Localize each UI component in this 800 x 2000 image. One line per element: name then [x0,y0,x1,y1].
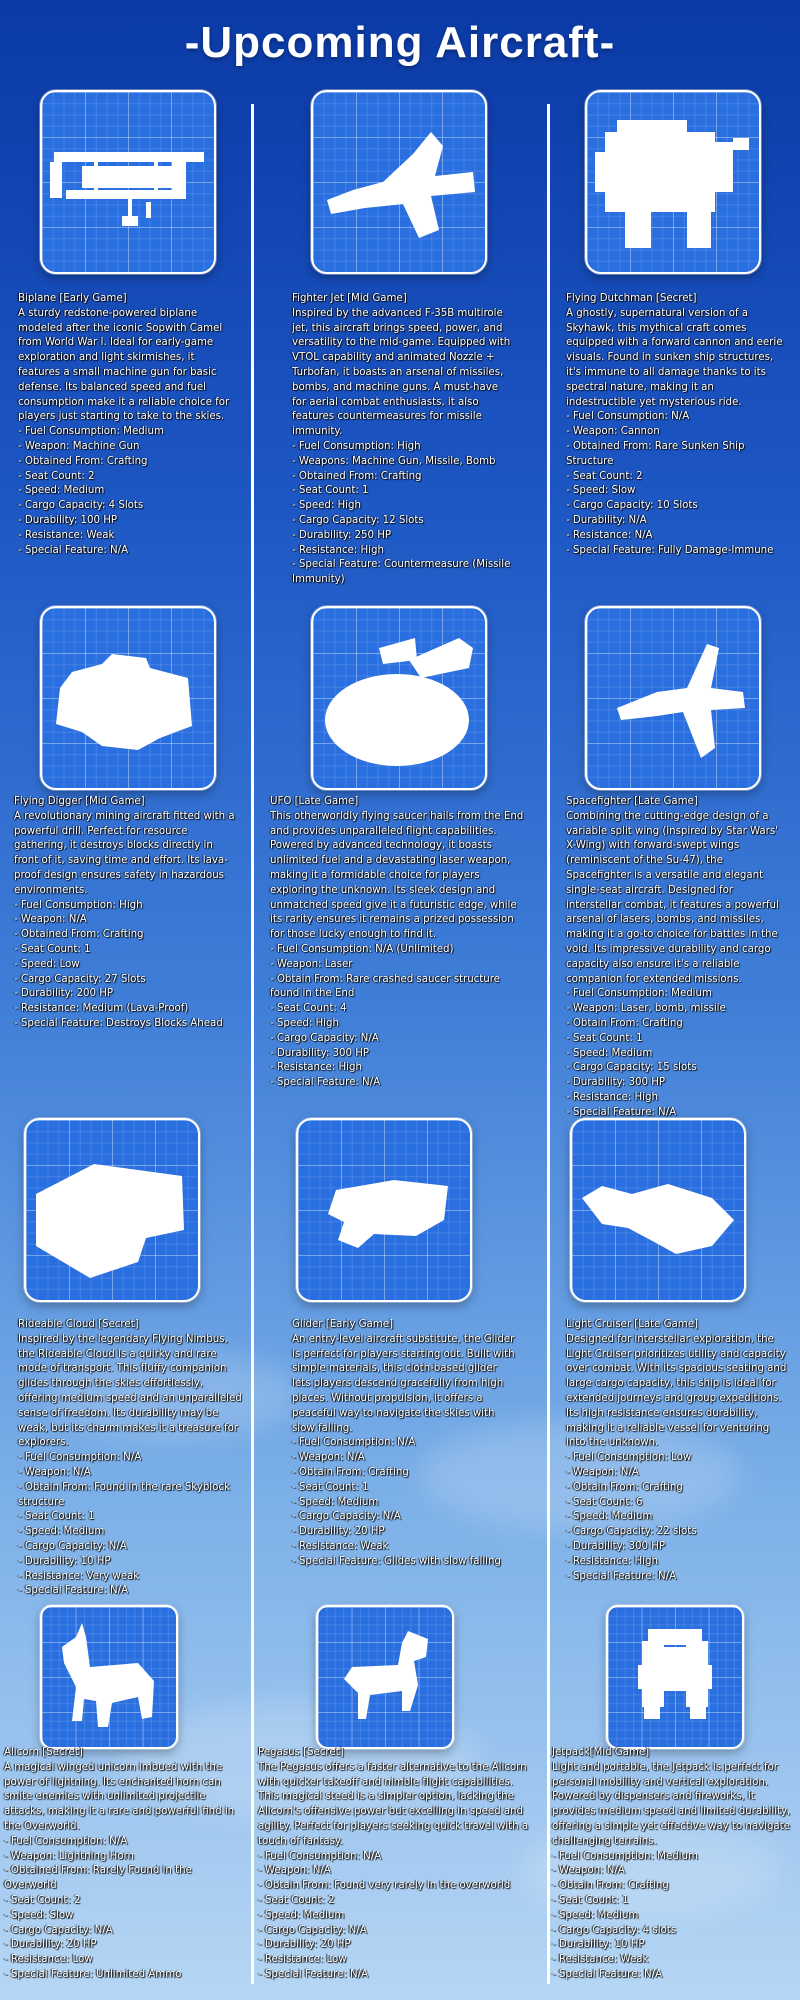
stat-line: - Obtain From: Crafting [292,1466,409,1478]
rideable-cloud-icon [26,1120,198,1300]
aircraft-heading: Pegasus [Secret] [258,1747,344,1758]
ufo-thumbnail[interactable] [311,606,487,790]
stat-line: - Durability: 300 HP [566,1077,666,1089]
aircraft-description: A sturdy redstone-powered biplane modeled after the iconic Sopwith Camel from World War I. Ideal for early-game exploration and light skirmishes, it features a small machine gun for basic defense. Its balanced speed and fuel consumption make it a reliable choice for players just starting to take to the skies. [18,307,230,423]
stat-line: - Seat Count: 2 [258,1894,335,1906]
stat-line: - Fuel Consumption: N/A (Unlimited) [270,943,454,955]
aircraft-heading: Alicorn [Secret] [4,1747,83,1758]
aircraft-description: This otherworldly flying saucer hails from the End and provides unparalleled flight capabilities. Powered by advanced technology, it boasts unlimited fuel and a devastating laser weapon, making it a formidable choice for players exploring the unknown. Its sleek design and unmatched speed give it a futuristic edge, while its rarity ensures it remains a prized possession for those lucky enough to find it. [270,810,524,941]
stat-line: - Weapon: N/A [18,1466,91,1478]
stat-line: - Obtained From: Crafting [18,455,148,467]
stat-line: - Weapon: N/A [292,1452,365,1464]
fighter-jet-icon [313,92,485,272]
aircraft-info [566,292,784,558]
stat-line: - Resistance: High [566,1091,658,1103]
column-divider-left [251,104,254,1984]
stat-line: - Special Feature: N/A [18,544,129,556]
stat-line: - Seat Count: 4 [270,1003,347,1015]
aircraft-description: A revolutionary mining aircraft fitted with a powerful drill. Perfect for resource gathering, it destroys blocks directly in front of it, saving time and effort. Its lava-proof design ensures safety in hazardous environments. [14,810,235,896]
stat-line: - Resistance: Weak [552,1954,649,1966]
stat-line: - Cargo Capacity: 15 slots [566,1062,697,1074]
stat-line: - Fuel Consumption: N/A [4,1835,128,1847]
stat-line: - Obtained From: Crafting [292,470,422,482]
stat-line: - Speed: Slow [4,1909,74,1921]
aircraft-info [566,1318,790,1584]
rideable-cloud-thumbnail[interactable] [24,1118,200,1302]
pegasus-thumbnail[interactable] [316,1605,454,1749]
stat-line: - Resistance: N/A [566,529,653,541]
stat-line: - Speed: Slow [566,485,636,497]
stat-line: - Fuel Consumption: Medium [18,426,164,438]
aircraft-info [258,1746,532,1983]
stat-line: - Speed: Medium [292,1496,379,1508]
aircraft-heading: Biplane [Early Game] [18,293,127,304]
aircraft-description: An entry-level aircraft substitute, the Glider is perfect for players starting out. Built with simple materials, this cloth-based glider lets players descend gracefully from high places. Without propulsion, it offers a peaceful way to navigate the skies with slow falling. [292,1333,515,1434]
stat-line: - Resistance: Weak [18,529,115,541]
stat-line: - Resistance: Medium (Lava-Proof) [14,1003,189,1015]
stat-line: - Special Feature: Countermeasure (Missile Immunity) [292,559,511,586]
stat-line: - Durability: 300 HP [566,1540,666,1552]
stat-line: - Durability: 20 HP [258,1939,351,1951]
stat-line: - Speed: Low [14,958,80,970]
stat-line: - Seat Count: 2 [566,470,643,482]
aircraft-description: The Pegasus offers a faster alternative to the Alicorn with quicker takeoff and nimble flight capabilities. This magical steed is a simpler option, lacking the Alicorn's offensive power but excelling in speed and agility. Perfect for players seeking quick travel with a touch of fantasy. [258,1761,529,1847]
aircraft-info [292,292,512,588]
stat-line: - Obtain From: Crafting [552,1880,669,1892]
stat-line: - Weapon: Lightning Horn [4,1850,134,1862]
aircraft-heading: Light Cruiser [Late Game] [566,1319,698,1330]
aircraft-heading: Flying Dutchman [Secret] [566,293,697,304]
stat-line: - Seat Count: 1 [292,485,369,497]
aircraft-description: Light and portable, the Jetpack is perfect for personal mobility and vertical exploration. Powered by dispensers and fireworks, it provides medium speed and limited durability, offering a simple yet effective way to navigate challenging terrains. [552,1761,791,1847]
light-cruiser-icon [572,1120,744,1300]
stat-line: - Speed: Medium [258,1909,345,1921]
stat-line: - Special Feature: Glides with slow falling [292,1555,501,1567]
ufo-icon [313,608,485,788]
stat-line: - Obtained From: Rare Sunken Ship Structure [566,440,745,467]
stat-line: - Durability: 250 HP [292,529,392,541]
stat-line: - Resistance: Weak [292,1540,389,1552]
stat-line: - Speed: High [292,500,361,512]
stat-line: - Speed: Medium [18,1526,105,1538]
stat-line: - Resistance: Very weak [18,1570,140,1582]
stat-line: - Speed: Medium [18,485,105,497]
aircraft-info [14,795,236,1032]
stat-line: - Cargo Capacity: N/A [18,1540,127,1552]
glider-thumbnail[interactable] [296,1118,472,1302]
stat-line: - Weapon: Machine Gun [18,440,140,452]
flying-dutchman-thumbnail[interactable] [585,90,761,274]
stat-line: - Seat Count: 2 [18,470,95,482]
aircraft-description: Inspired by the legendary Flying Nimbus, the Rideable Cloud is a quirky and rare mode of transport. This fluffy companion glides through the skies effortlessly, offering medium speed and an unparalleled sense of freedom. Its durability may be weak, but its charm makes it a treasure for explorers. [18,1333,242,1449]
stat-line: - Weapons: Machine Gun, Missile, Bomb [292,455,496,467]
stat-line: - Cargo Capacity: 22 slots [566,1526,697,1538]
stat-line: - Weapon: N/A [14,914,87,926]
aircraft-heading: Jetpack[Mid Game] [552,1747,650,1758]
stat-line: - Obtain From: Crafting [566,1017,683,1029]
stat-line: - Seat Count: 2 [4,1894,81,1906]
stat-line: - Durability: 20 HP [292,1526,385,1538]
stat-line: - Weapon: N/A [258,1865,331,1877]
stat-line: - Resistance: High [292,544,384,556]
stat-line: - Durability: N/A [566,514,647,526]
stat-line: - Fuel Consumption: High [14,899,143,911]
stat-line: - Weapon: Laser [270,958,353,970]
aircraft-info [292,1318,518,1570]
stat-line: - Weapon: N/A [552,1865,625,1877]
aircraft-heading: UFO [Late Game] [270,796,359,807]
stat-line: - Fuel Consumption: N/A [292,1437,416,1449]
stat-line: - Cargo Capacity: 10 Slots [566,500,698,512]
stat-line: - Resistance: High [270,1062,362,1074]
stat-line: - Durability: 100 HP [18,514,118,526]
stat-line: - Speed: Medium [566,1047,653,1059]
biplane-icon [42,92,214,272]
stat-line: - Resistance: Low [258,1954,347,1966]
stat-line: - Seat Count: 1 [18,1511,95,1523]
stat-line: - Cargo Capacity: N/A [258,1924,367,1936]
stat-line: - Special Feature: N/A [566,1570,677,1582]
stat-line: - Cargo Capacity: 4 Slots [18,500,144,512]
jetpack-icon [608,1607,742,1747]
aircraft-heading: Flying Digger [Mid Game] [14,796,145,807]
stat-line: - Fuel Consumption: N/A [566,411,690,423]
aircraft-info [18,1318,242,1599]
stat-line: - Cargo Capacity: 27 Slots [14,973,146,985]
stat-line: - Weapon: N/A [566,1466,639,1478]
alicorn-thumbnail[interactable] [40,1605,178,1749]
stat-line: - Seat Count: 1 [292,1481,369,1493]
stat-line: - Special Feature: Fully Damage-Immune [566,544,774,556]
stat-line: - Special Feature: N/A [552,1968,663,1980]
glider-icon [298,1120,470,1300]
stat-line: - Resistance: High [566,1555,658,1567]
flying-digger-icon [42,608,214,788]
stat-line: - Seat Count: 1 [14,943,91,955]
alicorn-icon [42,1607,176,1747]
column-divider-right [547,104,550,1984]
stat-line: - Cargo Capacity: N/A [4,1924,113,1936]
pegasus-icon [318,1607,452,1747]
flying-dutchman-icon [587,92,759,272]
stat-line: - Special Feature: Unlimited Ammo [4,1968,182,1980]
stat-line: - Obtain From: Found very rarely in the overworld [258,1880,511,1892]
stat-line: - Special Feature: N/A [258,1968,369,1980]
stat-line: - Durability: 20 HP [4,1939,97,1951]
stat-line: - Special Feature: Destroys Blocks Ahead [14,1017,223,1029]
light-cruiser-thumbnail[interactable] [570,1118,746,1302]
stat-line: - Cargo Capacity: 12 Slots [292,514,424,526]
flying-digger-thumbnail[interactable] [40,606,216,790]
aircraft-description: Designed for interstellar exploration, the Light Cruiser prioritizes utility and capacity over combat. With its spacious seating and large cargo capacity, this ship is ideal for extended journeys and group expeditions. Its high resistance ensures durability, making it a reliable vessel for venturing into the unknown. [566,1333,787,1449]
stat-line: - Fuel Consumption: N/A [18,1452,142,1464]
stat-line: - Fuel Consumption: Low [566,1452,692,1464]
stat-line: - Obtain From: Rare crashed saucer structure found in the End [270,973,500,1000]
aircraft-heading: Fighter Jet [Mid Game] [292,293,407,304]
stat-line: - Obtain From: Crafting [566,1481,683,1493]
stat-line: - Fuel Consumption: High [292,440,421,452]
stat-line: - Speed: Medium [552,1909,639,1921]
page-title: -Upcoming Aircraft- [184,18,616,67]
spacefighter-thumbnail[interactable] [585,606,761,790]
aircraft-heading: Rideable Cloud [Secret] [18,1319,139,1330]
stat-line: - Weapon: Cannon [566,426,660,438]
stat-line: - Cargo Capacity: N/A [270,1032,379,1044]
aircraft-info [552,1746,796,1983]
stat-line: - Durability: 10 HP [18,1555,111,1567]
aircraft-heading: Glider [Early Game] [292,1319,393,1330]
spacefighter-icon [587,608,759,788]
stat-line: - Durability: 200 HP [14,988,114,1000]
stat-line: - Resistance: Low [4,1954,93,1966]
aircraft-description: A ghostly, supernatural version of a Skyhawk, this mythical craft comes equipped with a forward cannon and eerie visuals. Found in sunken ship structures, it's immune to all damage thanks to its spectral nature, making it an indestructible yet mysterious ride. [566,307,783,408]
aircraft-description: A magical winged unicorn imbued with the power of lightning. Its enchanted horn can smite enemies with unlimited projectile attacks, making it a rare and powerful find in the Overworld. [4,1761,235,1832]
stat-line: - Fuel Consumption: Medium [552,1850,698,1862]
stat-line: - Durability: 10 HP [552,1939,645,1951]
biplane-thumbnail[interactable] [40,90,216,274]
stat-line: - Weapon: Laser, bomb, missile [566,1003,726,1015]
aircraft-info [4,1746,240,1983]
stat-line: - Durability: 300 HP [270,1047,370,1059]
stat-line: - Special Feature: N/A [18,1585,129,1597]
stat-line: - Fuel Consumption: N/A [258,1850,382,1862]
stat-line: - Speed: Medium [566,1511,653,1523]
aircraft-info [566,795,790,1121]
aircraft-heading: Spacefighter [Late Game] [566,796,698,807]
aircraft-description: Inspired by the advanced F-35B multirole jet, this aircraft brings speed, power, and versatility to the mid-game. Equipped with VTOL capability and animated Nozzle + Turbofan, it boasts an arsenal of missiles, bombs, and machine guns. A must-have for aerial combat enthusiasts, it also features countermeasures for missile immunity. [292,307,511,438]
aircraft-info [18,292,238,558]
aircraft-info [270,795,526,1091]
stat-line: - Cargo Capacity: N/A [292,1511,401,1523]
stat-line: - Seat Count: 1 [552,1894,629,1906]
aircraft-description: Combining the cutting-edge design of a variable split wing (inspired by Star Wars' X-Wing) with forward-swept wings (reminiscent of the Su-47), the Spacefighter is a versatile and elegant single-seat aircraft. Designed for interstellar combat, it features a powerful arsenal of lasers, bombs, and missiles, making it a go-to choice for battles in the void. Its impressive durability and cargo capacity also ensure it's a reliable companion for extended missions. [566,810,779,985]
stat-line: - Speed: High [270,1017,339,1029]
jetpack-thumbnail[interactable] [606,1605,744,1749]
stat-line: - Cargo Capacity: 4 slots [552,1924,677,1936]
stat-line: - Seat Count: 1 [566,1032,643,1044]
stat-line: - Special Feature: N/A [566,1106,677,1118]
stat-line: - Obtain From: Found in the rare Skyblock structure [18,1481,230,1508]
stat-line: - Obtained From: Crafting [14,929,144,941]
fighter-jet-thumbnail[interactable] [311,90,487,274]
stat-line: - Special Feature: N/A [270,1077,381,1089]
stat-line: - Obtained From: Rarely Found in the Overworld [4,1865,192,1892]
stat-line: - Fuel Consumption: Medium [566,988,712,1000]
stat-line: - Seat Count: 6 [566,1496,643,1508]
